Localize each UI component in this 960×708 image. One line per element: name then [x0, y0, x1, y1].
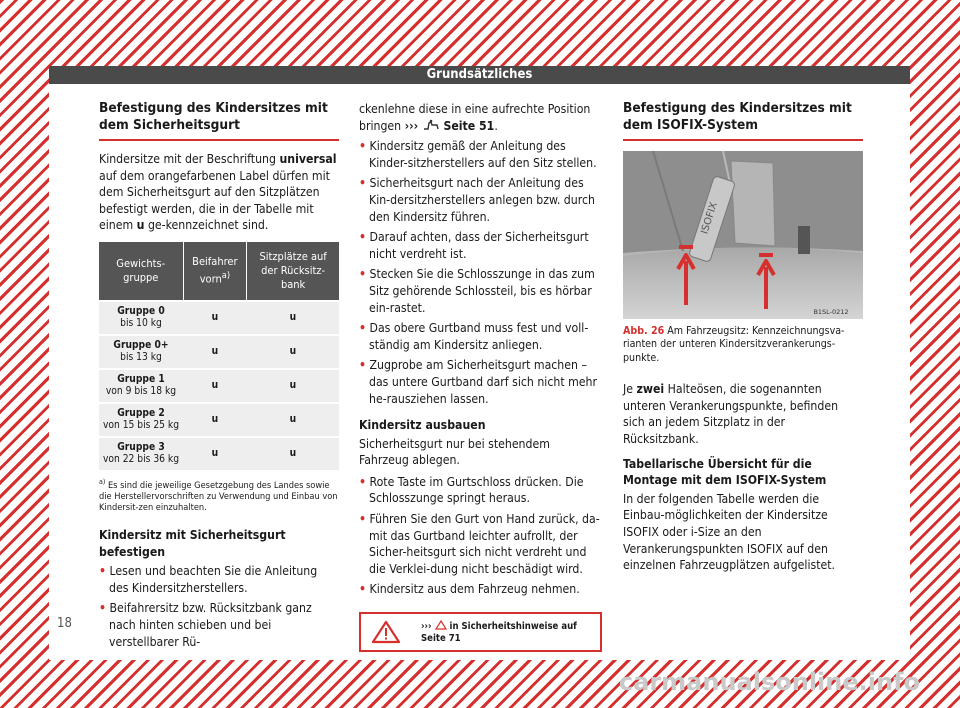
table-cell-group [99, 403, 183, 437]
list-item [99, 600, 339, 650]
bullet-icon: • [359, 230, 367, 245]
cont-end: . [494, 118, 498, 133]
remove-intro: Sicherheitsgurt nur bei stehendem Fahrzeug ablegen. [359, 436, 550, 468]
middle-subheading: Kindersitz ausbauen [359, 418, 486, 433]
list-item [99, 563, 339, 596]
group-weight: von 9 bis 18 kg [105, 385, 177, 397]
warning-arrows: ››› [421, 621, 432, 633]
group-weight: bis 10 kg [120, 317, 162, 329]
bullet-icon: • [99, 564, 107, 579]
left-subheading: Kindersitz mit Sicherheitsgurt befestigen [99, 528, 286, 559]
intro-u: u [136, 218, 145, 233]
list-item [359, 229, 602, 262]
bullet-icon: • [359, 321, 367, 336]
warning-line1: in Sicherheitshinweise auf [446, 621, 577, 633]
table-header-group: Gewichts-gruppe [99, 242, 183, 301]
table-row [99, 369, 339, 403]
seat-icon [422, 119, 440, 131]
bullet-icon: • [359, 358, 367, 373]
para1-bold: zwei [636, 382, 665, 397]
middle-column [359, 101, 602, 652]
bullet-icon: • [359, 139, 367, 154]
table-cell-rear: u [247, 369, 339, 403]
list-item [359, 320, 602, 353]
reference-arrows: ››› [404, 118, 419, 133]
table-cell-group [99, 437, 183, 470]
watermark: carmanualsonline.info [618, 668, 920, 696]
cont-text: ckenlehne diese in eine aufrechte Position bringen [359, 102, 591, 133]
page-reference[interactable]: Seite 51 [439, 118, 495, 133]
bullet-icon: • [359, 582, 367, 597]
group-name: Gruppe 1 [117, 373, 165, 385]
table-cell-rear: u [247, 403, 339, 437]
bullet-text: Kindersitz gemäß der Anleitung des Kinder-sitzherstellers auf den Sitz stellen. [369, 139, 597, 170]
table-footnote [99, 477, 339, 513]
table-cell-front: u [183, 403, 247, 437]
page-number: 18 [57, 616, 72, 631]
group-weight: von 22 bis 36 kg [102, 453, 180, 465]
para1-post: Halteösen, die sogenannten unteren Verankerungspunkte, befinden sich an jedem Sitzplatz in der Rücksitzbank. [623, 382, 839, 446]
isofix-label: ISOFIX [699, 200, 720, 236]
right-heading: Befestigung des Kindersitzes mit dem ISOFIX-System [623, 100, 863, 141]
table-cell-front: u [183, 335, 247, 369]
header-sup: a) [221, 270, 231, 282]
bullet-text: Zugprobe am Sicherheitsgurt machen – das untere Gurtband darf sich nicht mehr he-rausziehen lassen. [369, 358, 597, 406]
seat-table [99, 242, 339, 470]
table-cell-group [99, 335, 183, 369]
list-item [359, 581, 602, 598]
bullet-icon: • [359, 474, 367, 489]
right-paragraph-2: In der folgenden Tabelle werden die Einbau-möglichkeiten der Kindersitze ISOFIX oder i-Size an den Verankerungspunkten ISOFIX auf den einzelnen Fahrzeugplätzen aufgelistet. [623, 491, 836, 573]
bullet-icon: • [99, 601, 107, 616]
table-cell-group [99, 301, 183, 335]
warning-icon [371, 620, 401, 644]
figure-caption [623, 325, 863, 365]
list-item [359, 357, 602, 407]
footnote-text: Es sind die jeweilige Gesetzgebung des Landes sowie die Herstellervorschriften zu Verwendung und Einbau von Kindersit-zen einzuhalten. [99, 480, 338, 514]
list-item [359, 175, 602, 225]
group-name: Gruppe 3 [117, 441, 165, 453]
table-cell-front: u [183, 369, 247, 403]
small-warning-icon [435, 620, 447, 630]
left-column [99, 100, 339, 654]
photo-code: B1SL-0212 [813, 308, 849, 316]
header-front-text: Beifahrer vorn [192, 255, 238, 286]
bullet-text: Führen Sie den Gurt von Hand zurück, da-mit das Gurtband leichter aufrollt, der Sicher-heitsgurt sich nicht verdreht und die Verklei-dung nicht beschädigt wird. [369, 512, 600, 576]
bullet-text: Sicherheitsgurt nach der Anleitung des Kin-dersitzherstellers anlegen bzw. durch den Kindersitz führen. [369, 176, 595, 224]
group-name: Gruppe 2 [117, 407, 165, 419]
bullet-text: Beifahrersitz bzw. Rücksitzbank ganz nach hinten schieben und bei verstellbarer Rü- [109, 601, 312, 649]
intro-text-mid: auf dem orangefarbenen Label dürfen mit dem Sicherheitsgurt auf den Sitzplätzen befestigt werden, die in der Tabelle mit einem [99, 168, 330, 233]
group-weight: bis 13 kg [120, 351, 162, 363]
table-row [99, 335, 339, 369]
caption-text: Am Fahrzeugsitz: Kennzeichnungsva-rianten der unteren Kindersitzverankerungs-punkte. [623, 325, 845, 364]
continuation-text [359, 101, 602, 134]
bullet-icon: • [359, 267, 367, 282]
table-cell-front: u [183, 301, 247, 335]
right-column [623, 100, 863, 582]
table-cell-rear: u [247, 437, 339, 470]
table-cell-front: u [183, 437, 247, 470]
table-cell-rear: u [247, 301, 339, 335]
table-cell-group [99, 369, 183, 403]
list-item [359, 138, 602, 171]
group-name: Gruppe 0+ [113, 339, 169, 351]
warning-text[interactable] [421, 620, 577, 644]
table-header-front [183, 242, 247, 301]
section-header: Grundsätzliches [49, 66, 910, 84]
bullet-text: Rote Taste im Gurtschloss drücken. Die Schlosszunge springt heraus. [369, 474, 584, 506]
left-intro [99, 151, 339, 234]
intro-text: Kindersitze mit der Beschriftung [99, 152, 280, 166]
table-header-rear: Sitzplätze auf der Rücksitz-bank [247, 242, 339, 301]
seat-photo-illustration [623, 151, 863, 319]
intro-text-end: ge-kennzeichnet sind. [144, 218, 269, 233]
left-heading: Befestigung des Kindersitzes mit dem Sicherheitsgurt [99, 100, 339, 141]
bullet-text: Das obere Gurtband muss fest und voll-ständig am Kindersitz anliegen. [369, 321, 589, 352]
bullet-text: Stecken Sie die Schlosszunge in das zum Sitz gehörende Schlossteil, bis es hörbar ein-rastet. [369, 267, 595, 315]
footnote-mark: a) [99, 477, 106, 486]
list-item [359, 266, 602, 316]
table-row [99, 403, 339, 437]
caption-label: Abb. 26 [623, 325, 665, 337]
group-name: Gruppe 0 [117, 305, 165, 317]
para1-pre: Je [623, 382, 637, 397]
warning-box [359, 612, 602, 652]
bullet-text: Darauf achten, dass der Sicherheitsgurt nicht verdreht ist. [369, 230, 589, 261]
isofix-photo [623, 151, 863, 319]
list-item [359, 511, 602, 577]
bullet-text: Lesen und beachten Sie die Anleitung des Kindersitzherstellers. [109, 564, 318, 595]
warning-line2: Seite 71 [421, 632, 461, 644]
table-row [99, 301, 339, 335]
list-item [359, 474, 602, 507]
bullet-icon: • [359, 512, 367, 527]
bullet-icon: • [359, 176, 367, 191]
intro-bold: universal [279, 152, 337, 166]
table-row [99, 437, 339, 470]
right-subheading: Tabellarische Übersicht für die Montage mit dem ISOFIX-System [623, 456, 827, 488]
table-cell-rear: u [247, 335, 339, 369]
group-weight: von 15 bis 25 kg [102, 419, 180, 431]
bullet-text: Kindersitz aus dem Fahrzeug nehmen. [369, 582, 580, 597]
page-sheet [49, 66, 910, 660]
right-paragraph-1 [623, 381, 863, 447]
